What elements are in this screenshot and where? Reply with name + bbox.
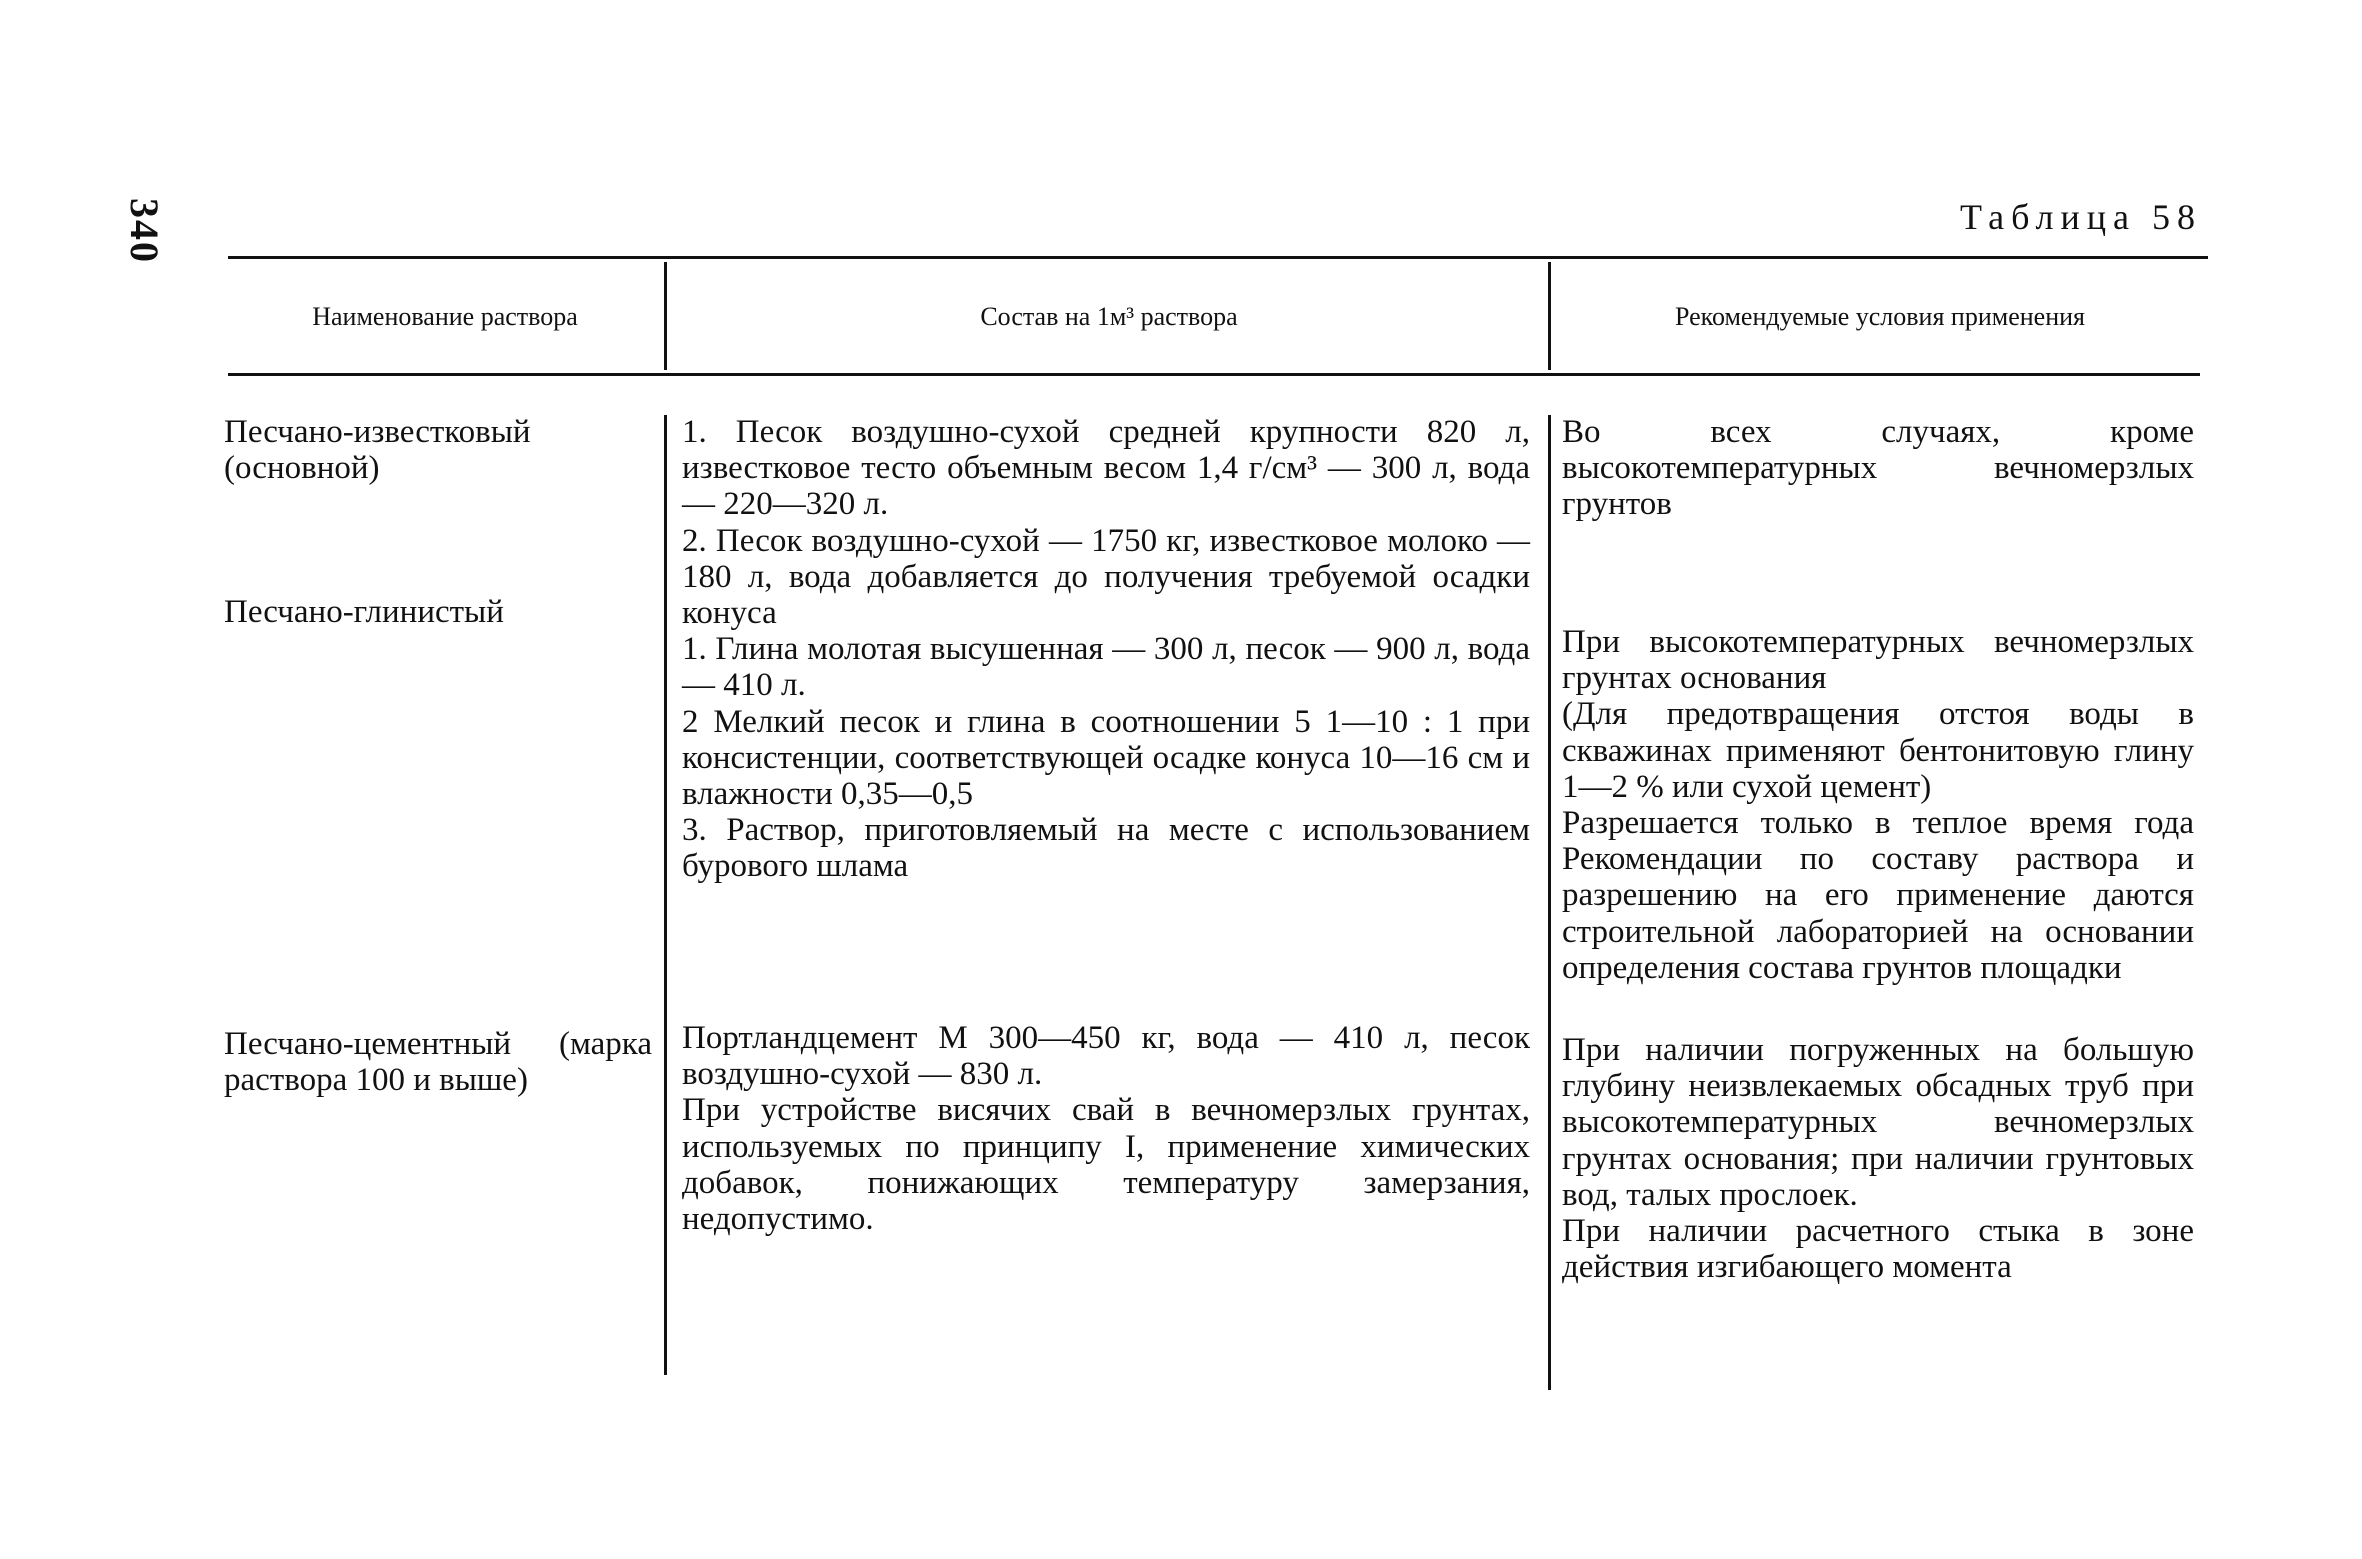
header-composition: Состав на 1м³ раствора — [980, 302, 1238, 331]
row-1-composition-2: 2. Песок воздушно-сухой — 1750 кг, известковое молоко — 180 л, вода добавляется до получения требуемой осадки конуса — [682, 522, 1530, 632]
composition-block-1 — [682, 414, 1530, 885]
table-top-rule — [228, 256, 2208, 259]
conditions-block-2 — [1562, 624, 2194, 986]
row-3-conditions-1: При наличии погруженных на большую глубину неизвлекаемых обсадных труб при высокотемпературных вечномерзлых грунтах основания; при наличии грунтовых вод, талых прослоек. — [1562, 1032, 2194, 1213]
column-divider-2 — [1548, 415, 1551, 1390]
table-title: Таблица 58 — [1960, 197, 2202, 237]
row-1-conditions-1: Во всех случаях, кроме высокотемпературных вечномерзлых грунтов — [1562, 414, 2194, 523]
row-2-conditions-3: Разрешается только в теплое время года Рекомендации по составу раствора и разрешению на его применение даются строительной лабораторией на основании определения состава грунтов площадки — [1562, 805, 2194, 986]
page-number: 340 — [122, 198, 167, 264]
row-2-composition-3: 3. Раствор, приготовляемый на месте с использованием бурового шлама — [682, 812, 1530, 885]
row-2-composition-2: 2 Мелкий песок и глина в соотношении 5 1—10 : 1 при консистенции, соответствующей осадке конуса 10—16 см и влажности 0,35—0,5 — [682, 703, 1530, 813]
header-divider-2 — [1548, 262, 1551, 370]
row-1-name: Песчано-известковый (основной) — [224, 414, 531, 487]
row-2-name: Песчано-глинистый — [224, 594, 504, 630]
row-2-conditions-2: (Для предотвращения отстоя воды в скважинах применяют бентонитовую глину 1—2 % или сухой цемент) — [1562, 696, 2194, 805]
row-2-conditions-1: При высокотемпературных вечномерзлых грунтах основания — [1562, 624, 2194, 697]
column-divider-1 — [664, 415, 667, 1375]
row-3-conditions-2: При наличии расчетного стыка в зоне действия изгибающего момента — [1562, 1213, 2194, 1286]
header-conditions: Рекомендуемые условия применения — [1675, 302, 2085, 331]
composition-block-3 — [682, 1020, 1530, 1237]
row-1-composition-1: 1. Песок воздушно-сухой средней крупности 820 л, известковое тесто объемным весом 1,4 г/см³ — 300 л, вода — 220—320 л. — [682, 414, 1530, 523]
row-3-composition-2: При устройстве висячих свай в вечномерзлых грунтах, используемых по принципу I, применение химических добавок, понижающих температуру замерзания, недопустимо. — [682, 1092, 1530, 1238]
row-3-composition-1: Портландцемент М 300—450 кг, вода — 410 л, песок воздушно-сухой — 830 л. — [682, 1020, 1530, 1093]
header-name: Наименование раствора — [312, 302, 578, 331]
conditions-block-3 — [1562, 1032, 2194, 1285]
row-3-name: Песчано-цементный (марка раствора 100 и выше) — [224, 1026, 652, 1099]
row-2-composition-1: 1. Глина молотая высушенная — 300 л, песок — 900 л, вода — 410 л. — [682, 631, 1530, 704]
header-bottom-rule — [228, 373, 2200, 376]
header-divider-1 — [664, 262, 667, 370]
conditions-block-1 — [1562, 414, 2194, 523]
